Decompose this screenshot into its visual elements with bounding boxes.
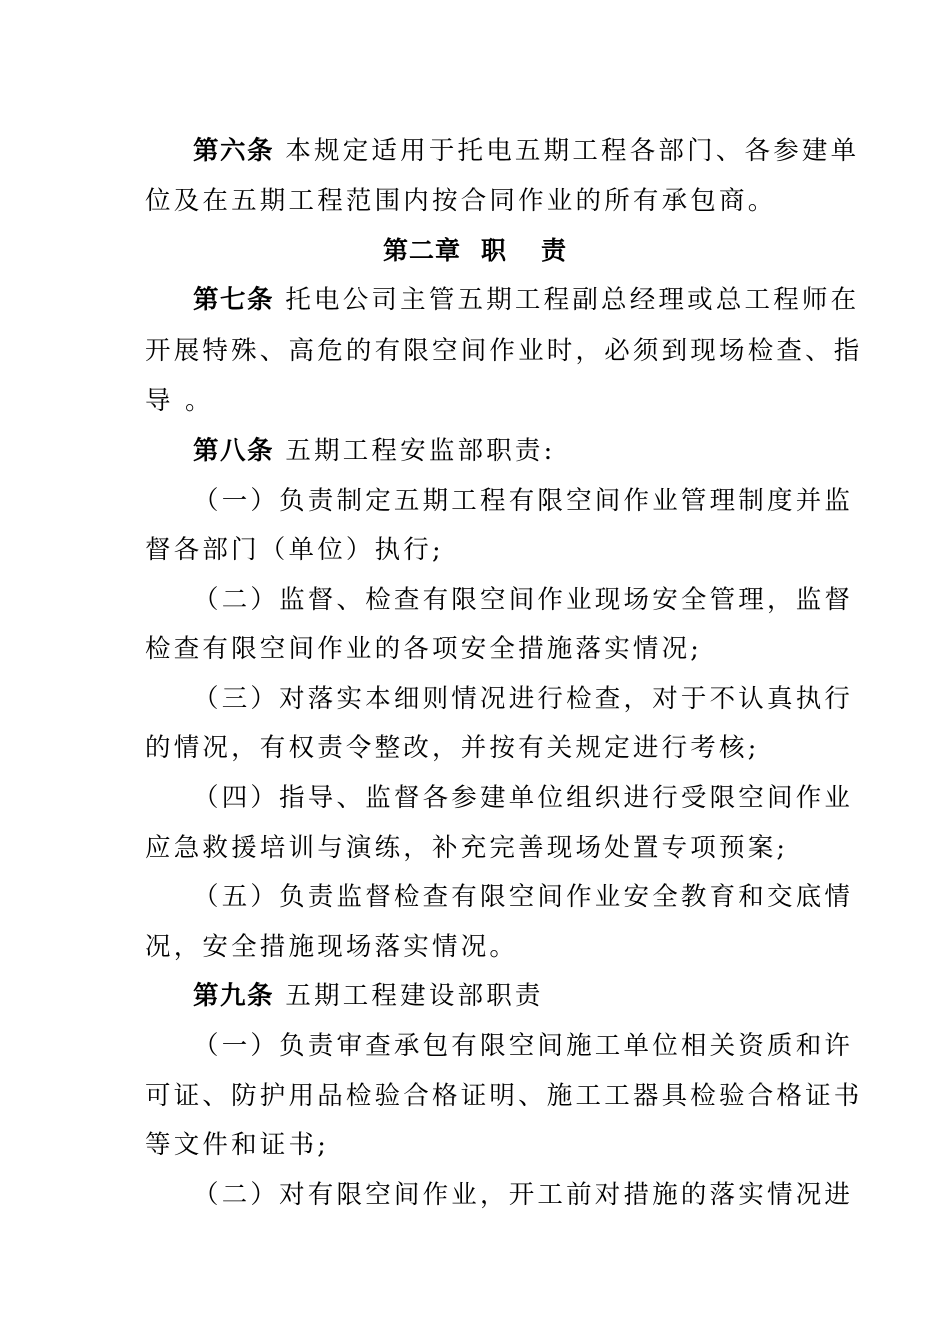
article-8-line-1 (0, 431, 950, 471)
article-7-line-1 (0, 280, 950, 320)
article-8-item-4-text-2: 应急救援培训与演练，补充完善现场处置专项预案; (145, 833, 789, 863)
article-7-line-2 (0, 331, 950, 371)
article-9-item-2-text-1: （二）对有限空间作业，开工前对措施的落实情况进 (193, 1180, 854, 1210)
article-7-text-1: 托电公司主管五期工程副总经理或总工程师在 (285, 285, 860, 315)
article-8-item-2-line-1 (0, 580, 950, 620)
article-8-label: 第八条 (193, 436, 275, 466)
article-6-line-1 (0, 131, 950, 171)
article-8-item-5-line-1 (0, 877, 950, 917)
article-6-text-1: 本规定适用于托电五期工程各部门、各参建单 (285, 136, 860, 166)
article-6-label: 第六条 (193, 136, 275, 166)
article-8-item-3-text-1: （三）对落实本细则情况进行检查，对于不认真执行 (193, 684, 854, 714)
article-8-text-1: 五期工程安监部职责: (285, 436, 556, 466)
article-8-item-5-line-2 (0, 927, 950, 967)
article-8-item-4-line-1 (0, 778, 950, 818)
article-8-item-5-text-1: （五）负责监督检查有限空间作业安全教育和交底情 (193, 882, 854, 912)
article-7-line-3 (0, 381, 950, 421)
article-8-item-3-line-2 (0, 728, 950, 768)
article-8-item-1-text-2: 督各部门（单位）执行; (145, 535, 444, 565)
article-8-item-5-text-2: 况，安全措施现场落实情况。 (145, 932, 519, 962)
article-8-item-1-text-1: （一）负责制定五期工程有限空间作业管理制度并监 (193, 486, 854, 516)
article-8-item-3-text-2: 的情况，有权责令整改，并按有关规定进行考核; (145, 733, 760, 763)
article-8-item-2-line-2 (0, 629, 950, 669)
article-8-item-4-text-1: （四）指导、监督各参建单位组织进行受限空间作业 (193, 783, 854, 813)
article-9-item-1-line-1 (0, 1026, 950, 1066)
article-9-item-1-text-3: 等文件和证书; (145, 1130, 329, 1160)
chapter-2-title-part-1: 职 (480, 236, 507, 265)
article-9-item-1-text-2: 可证、防护用品检验合格证明、施工工器具检验合格证书 (145, 1081, 863, 1111)
article-9-text-1: 五期工程建设部职责 (285, 981, 544, 1011)
chapter-2-heading (0, 231, 950, 271)
article-7-label: 第七条 (193, 285, 275, 315)
article-9-item-1-line-2 (0, 1076, 950, 1116)
article-6-line-2 (0, 181, 950, 221)
article-8-item-2-text-2: 检查有限空间作业的各项安全措施落实情况; (145, 634, 703, 664)
article-8-item-3-line-1 (0, 679, 950, 719)
article-9-label: 第九条 (193, 981, 275, 1011)
article-7-text-2: 开展特殊、高危的有限空间作业时，必须到现场检查、指 (145, 336, 863, 366)
article-9-line-1 (0, 976, 950, 1016)
article-8-item-1-line-2 (0, 530, 950, 570)
article-8-item-2-text-1: （二）监督、检查有限空间作业现场安全管理，监督 (193, 585, 854, 615)
article-8-item-1-line-1 (0, 481, 950, 521)
article-6-text-2: 位及在五期工程范围内按合同作业的所有承包商。 (145, 186, 777, 216)
article-9-item-1-line-3 (0, 1125, 950, 1165)
chapter-2-number: 第二章 (382, 236, 461, 265)
article-7-text-3: 导 。 (145, 386, 214, 416)
article-8-item-4-line-2 (0, 828, 950, 868)
article-9-item-2-line-1 (0, 1175, 950, 1215)
chapter-2-title-part-2: 责 (541, 236, 568, 265)
article-9-item-1-text-1: （一）负责审查承包有限空间施工单位相关资质和许 (193, 1031, 854, 1061)
